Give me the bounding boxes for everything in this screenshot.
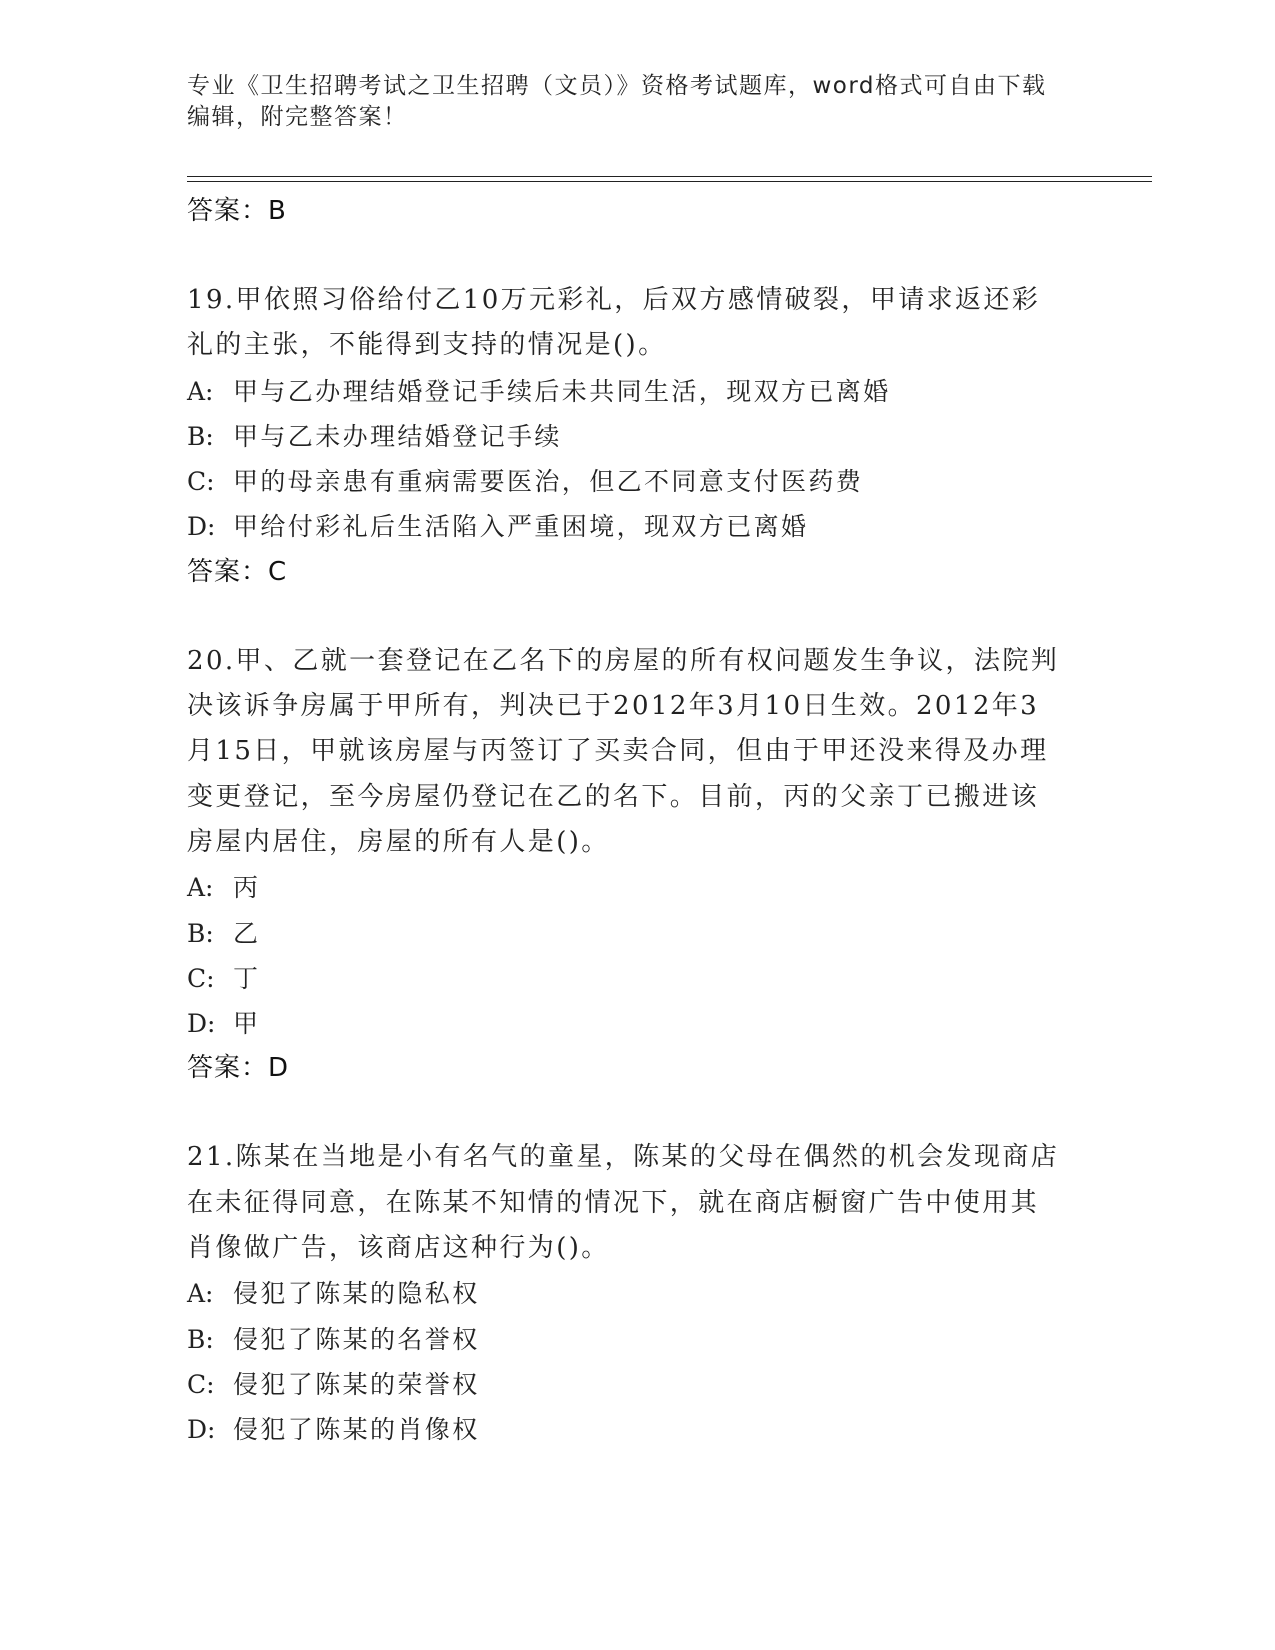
spacer bbox=[187, 234, 1087, 278]
option-key: C: bbox=[187, 467, 215, 497]
question-19-option-b bbox=[187, 414, 1087, 459]
option-key: D: bbox=[187, 512, 216, 542]
spacer bbox=[187, 1091, 1087, 1135]
option-text: 甲与乙办理结婚登记手续后未共同生活，现双方已离婚 bbox=[233, 376, 891, 406]
question-21-line-3: 肖像做广告，该商店这种行为()。 bbox=[187, 1233, 610, 1264]
option-key: D: bbox=[187, 1009, 216, 1039]
option-key: B: bbox=[187, 918, 214, 948]
question-21-stem bbox=[187, 1135, 1087, 1271]
question-21-option-a bbox=[187, 1271, 1087, 1316]
option-text: 侵犯了陈某的肖像权 bbox=[233, 1415, 480, 1445]
option-text: 侵犯了陈某的荣誉权 bbox=[233, 1369, 480, 1399]
option-key: A: bbox=[187, 1279, 214, 1309]
question-21-option-d bbox=[187, 1407, 1087, 1452]
question-20-line-5: 房屋内居住，房屋的所有人是()。 bbox=[187, 826, 610, 857]
spacer bbox=[187, 595, 1087, 639]
document-header bbox=[187, 71, 1087, 133]
option-key: D: bbox=[187, 1415, 216, 1445]
question-20-option-d bbox=[187, 1001, 1087, 1046]
question-21-option-b bbox=[187, 1317, 1087, 1362]
question-20-stem bbox=[187, 639, 1087, 865]
header-line-2: 编辑，附完整答案！ bbox=[187, 104, 408, 130]
answer-20: 答案：D bbox=[187, 1053, 290, 1084]
option-key: B: bbox=[187, 1324, 214, 1354]
question-21-line-1: 21.陈某在当地是小有名气的童星，陈某的父母在偶然的机会发现商店 bbox=[187, 1142, 1060, 1173]
option-text: 甲 bbox=[233, 1009, 261, 1039]
document-body bbox=[187, 189, 1087, 1453]
option-text: 侵犯了陈某的隐私权 bbox=[233, 1279, 480, 1309]
question-19-option-d bbox=[187, 504, 1087, 549]
answer-18: 答案：B bbox=[187, 196, 287, 226]
option-key: A: bbox=[187, 873, 214, 903]
option-key: B: bbox=[187, 421, 214, 451]
question-20-line-3: 月15日，甲就该房屋与丙签订了买卖合同，但由于甲还没来得及办理 bbox=[187, 736, 1049, 767]
question-20-option-b bbox=[187, 911, 1087, 956]
question-block-19 bbox=[187, 278, 1087, 595]
question-19-line-1: 19.甲依照习俗给付乙10万元彩礼，后双方感情破裂，甲请求返还彩 bbox=[187, 285, 1041, 315]
question-20-line-4: 变更登记，至今房屋仍登记在乙的名下。目前，丙的父亲丁已搬进该 bbox=[187, 781, 1040, 812]
question-19-option-c bbox=[187, 459, 1087, 504]
question-block-21 bbox=[187, 1135, 1087, 1452]
option-key: A: bbox=[187, 376, 214, 406]
option-text: 甲的母亲患有重病需要医治，但乙不同意支付医药费 bbox=[233, 467, 864, 497]
option-text: 乙 bbox=[233, 918, 261, 948]
option-key: C: bbox=[187, 963, 215, 993]
option-text: 甲给付彩礼后生活陷入严重困境，现双方已离婚 bbox=[233, 512, 809, 542]
question-19-option-a bbox=[187, 369, 1087, 414]
question-20-line-1: 20.甲、乙就一套登记在乙名下的房屋的所有权问题发生争议，法院判 bbox=[187, 645, 1060, 676]
question-21-option-c bbox=[187, 1362, 1087, 1407]
question-19-line-2: 礼的主张，不能得到支持的情况是()。 bbox=[187, 330, 667, 361]
answer-19: 答案：C bbox=[187, 556, 288, 587]
question-20-option-a bbox=[187, 865, 1087, 910]
option-text: 甲与乙未办理结婚登记手续 bbox=[233, 421, 562, 451]
option-text: 侵犯了陈某的名誉权 bbox=[233, 1324, 480, 1354]
question-20-option-c bbox=[187, 956, 1087, 1001]
question-19-stem bbox=[187, 278, 1087, 369]
option-text: 丙 bbox=[233, 873, 261, 903]
question-21-line-2: 在未征得同意，在陈某不知情的情况下，就在商店橱窗广告中使用其 bbox=[187, 1187, 1040, 1218]
question-block-20 bbox=[187, 639, 1087, 1092]
question-20-line-2: 决该诉争房属于甲所有，判决已于2012年3月10日生效。2012年3 bbox=[187, 691, 1040, 722]
header-divider-bottom bbox=[187, 181, 1152, 182]
header-divider-top bbox=[187, 176, 1152, 177]
option-key: C: bbox=[187, 1369, 215, 1399]
header-line-1: 专业《卫生招聘考试之卫生招聘（文员）》资格考试题库，word格式可自由下载 bbox=[187, 73, 1047, 99]
option-text: 丁 bbox=[233, 963, 261, 993]
